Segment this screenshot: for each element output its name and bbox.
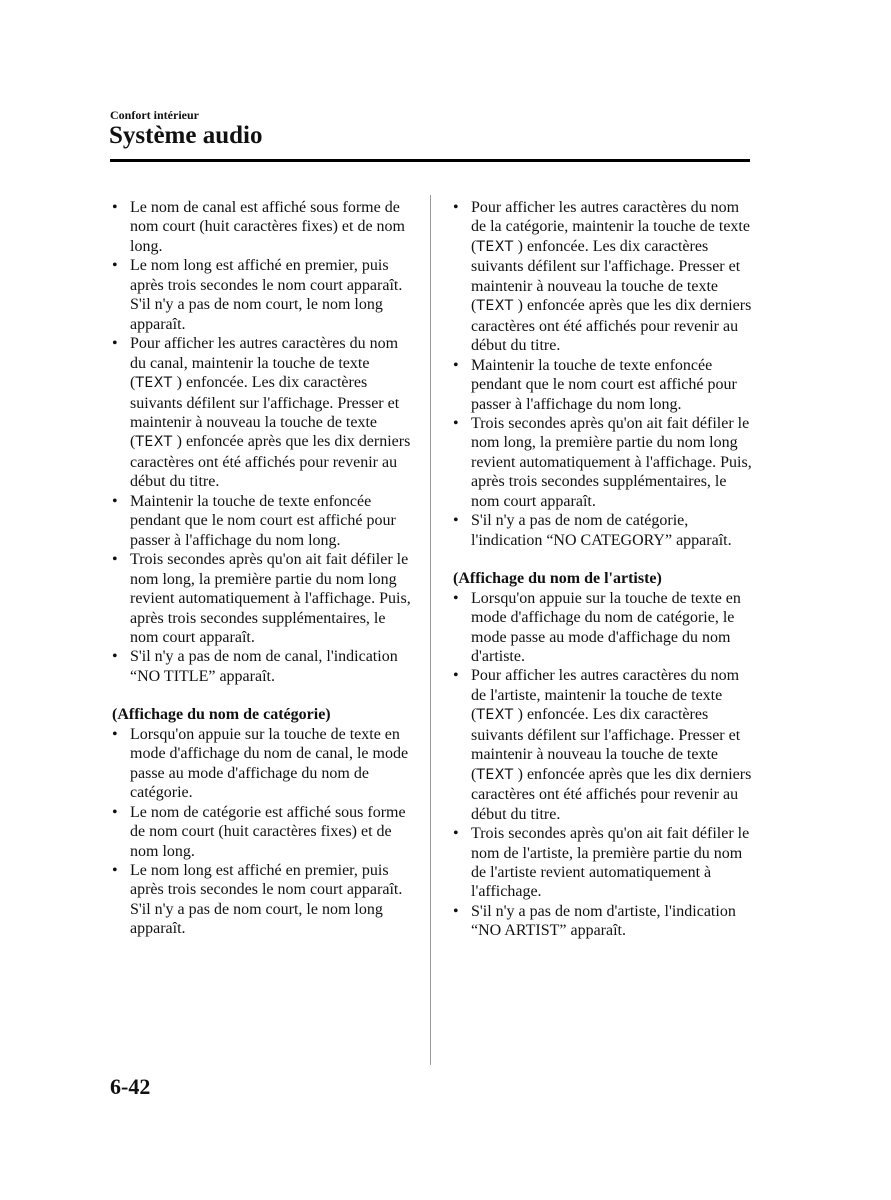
- item-text: Trois secondes après qu'on ait fait défiler le nom de l'artiste, la première partie du nom de l'artiste revient automatiquement à l'affichage.: [471, 825, 750, 901]
- list-item: [453, 414, 753, 511]
- list-item: [112, 198, 412, 256]
- section-label: Confort intérieur: [110, 108, 199, 122]
- bullet-icon: •: [453, 589, 459, 607]
- text-key-label: TEXT: [476, 238, 514, 255]
- item-text: S'il n'y a pas de nom d'artiste, l'indication “NO ARTIST” apparaît.: [471, 902, 736, 940]
- item-text: Lorsqu'on appuie sur la touche de texte en mode d'affichage du nom de canal, le mode passe au mode d'affichage du nom de catégorie.: [130, 725, 409, 802]
- text-key-label: TEXT: [135, 434, 173, 451]
- item-text: ) enfoncée après que les dix derniers caractères ont été affichés pour revenir au début du titre.: [130, 433, 411, 491]
- bullet-icon: •: [453, 199, 459, 216]
- item-text: S'il n'y a pas de nom de catégorie, l'indication “NO CATEGORY” apparaît.: [471, 512, 732, 549]
- item-text: ) enfoncée après que les dix derniers caractères ont été affichés pour revenir au début du titre.: [471, 297, 752, 355]
- item-text: ) enfoncée. Les dix caractères suivants défilent sur l'affichage. Presser et maintenir à nouveau la touche de texte (: [471, 237, 741, 315]
- bullet-icon: •: [112, 492, 118, 510]
- bullet-icon: •: [453, 902, 459, 920]
- list-item: [112, 861, 412, 939]
- list-item: [453, 902, 753, 941]
- list-item: [112, 803, 412, 861]
- channel-name-list: [112, 198, 412, 686]
- bullet-icon: •: [112, 551, 118, 569]
- page-number: 6-42: [110, 1074, 151, 1099]
- bullet-icon: •: [453, 356, 459, 374]
- page-title: Système audio: [109, 122, 263, 149]
- column-divider: [430, 195, 431, 1065]
- artist-list: [453, 589, 753, 941]
- item-text: Pour afficher les autres caractères du nom du canal, maintenir la touche de texte (: [130, 335, 399, 392]
- right-column: [453, 198, 753, 941]
- category-list-continued: [453, 198, 753, 550]
- list-item: [112, 647, 412, 686]
- item-text: ) enfoncée. Les dix caractères suivants défilent sur l'affichage. Presser et maintenir à nouveau la touche de texte (: [130, 374, 400, 451]
- bullet-icon: •: [453, 667, 459, 685]
- text-key-label: TEXT: [135, 375, 173, 392]
- bullet-icon: •: [453, 825, 459, 843]
- category-list: [112, 725, 412, 939]
- bullet-icon: •: [112, 725, 118, 743]
- list-item: [453, 824, 753, 902]
- left-column: [112, 198, 412, 939]
- bullet-icon: •: [453, 414, 459, 432]
- item-text: ) enfoncée après que les dix derniers caractères ont été affichés pour revenir au début du titre.: [471, 765, 752, 823]
- list-item: [112, 256, 412, 334]
- text-key-label: TEXT: [476, 298, 514, 315]
- list-item: [112, 725, 412, 803]
- list-item: [453, 198, 753, 356]
- bullet-icon: •: [112, 861, 118, 879]
- bullet-icon: •: [112, 199, 118, 216]
- bullet-icon: •: [112, 648, 118, 666]
- item-text: ) enfoncée. Les dix caractères suivants défilent sur l'affichage. Presser et maintenir à nouveau la touche de texte (: [471, 706, 741, 783]
- category-heading: (Affichage du nom de catégorie): [112, 706, 331, 724]
- item-text: Pour afficher les autres caractères du nom de la catégorie, maintenir la touche de texte (: [471, 199, 750, 255]
- list-item: [112, 334, 412, 492]
- artist-heading: (Affichage du nom de l'artiste): [453, 570, 662, 588]
- item-text: S'il n'y a pas de nom de canal, l'indication “NO TITLE” apparaît.: [130, 648, 398, 685]
- list-item: [453, 511, 753, 550]
- item-text: Trois secondes après qu'on ait fait défiler le nom long, la première partie du nom long revient automatiquement à l'affichage. Puis, après trois secondes supplémentaires, le nom court apparaît.: [130, 551, 411, 646]
- list-item: [453, 666, 753, 824]
- bullet-icon: •: [112, 257, 118, 275]
- bullet-icon: •: [453, 512, 459, 530]
- item-text: Le nom de catégorie est affiché sous forme de nom court (huit caractères fixes) et de nom long.: [130, 803, 406, 860]
- text-key-label: TEXT: [476, 707, 514, 724]
- item-text: Le nom long est affiché en premier, puis après trois secondes le nom court apparaît. S'il n'y a pas de nom court, le nom long apparaît.: [130, 257, 403, 333]
- item-text: Maintenir la touche de texte enfoncée pendant que le nom court est affiché pour passer à l'affichage du nom long.: [471, 356, 737, 413]
- text-key-label: TEXT: [476, 766, 514, 783]
- list-item: [453, 356, 753, 414]
- item-text: Trois secondes après qu'on ait fait défiler le nom long, la première partie du nom long revient automatiquement à l'affichage. Puis, après trois secondes supplémentaires, le nom court apparaît.: [471, 414, 752, 510]
- list-item: [112, 492, 412, 550]
- item-text: Pour afficher les autres caractères du nom de l'artiste, maintenir la touche de texte (: [471, 667, 740, 724]
- item-text: Le nom de canal est affiché sous forme de nom court (huit caractères fixes) et de nom long.: [130, 199, 405, 255]
- bullet-icon: •: [112, 803, 118, 821]
- header-rule: [110, 159, 750, 162]
- list-item: [112, 550, 412, 647]
- item-text: Maintenir la touche de texte enfoncée pendant que le nom court est affiché pour passer à l'affichage du nom long.: [130, 492, 396, 549]
- bullet-icon: •: [112, 335, 118, 353]
- item-text: Le nom long est affiché en premier, puis après trois secondes le nom court apparaît. S'il n'y a pas de nom court, le nom long apparaît.: [130, 861, 403, 938]
- item-text: Lorsqu'on appuie sur la touche de texte en mode d'affichage du nom de catégorie, le mode passe au mode d'affichage du nom d'artiste.: [471, 589, 741, 665]
- list-item: [453, 589, 753, 667]
